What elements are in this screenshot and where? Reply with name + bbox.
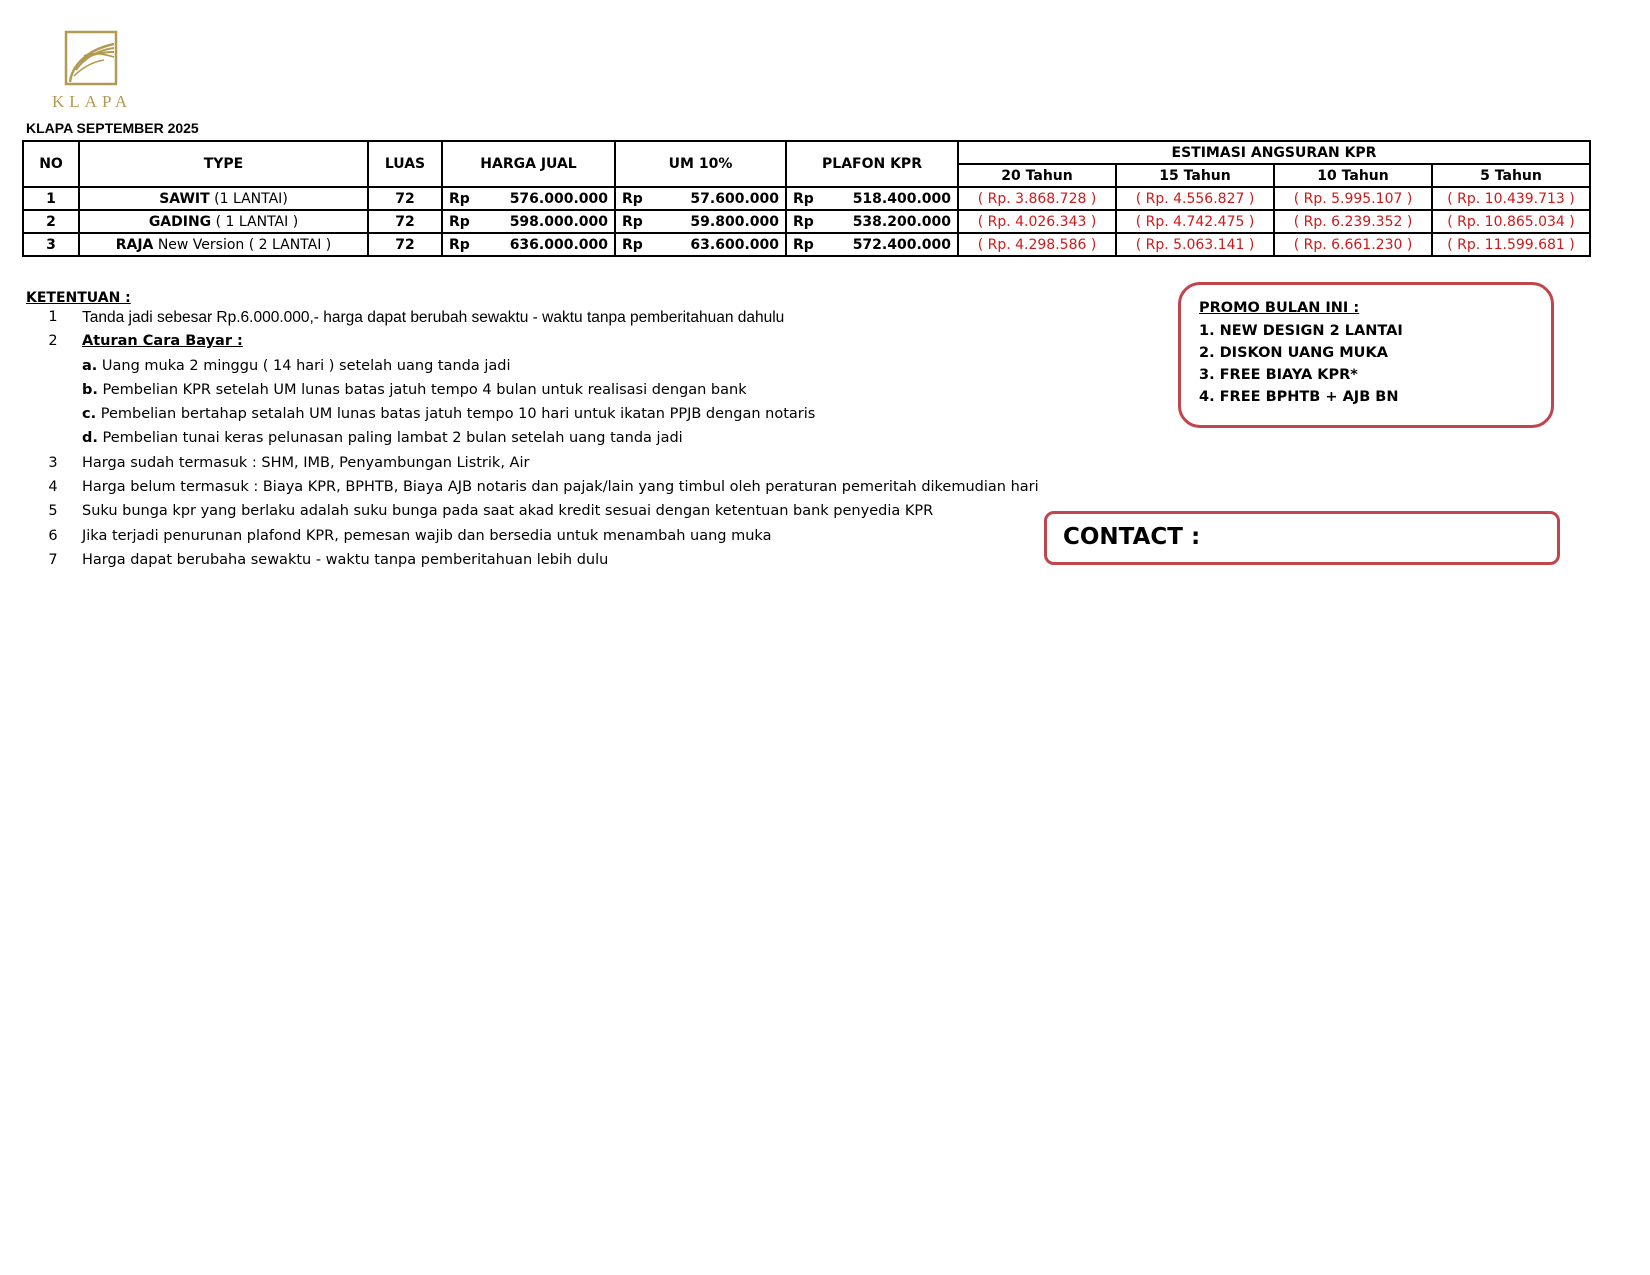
- header-um: UM 10%: [615, 141, 786, 187]
- row-type: [79, 233, 368, 256]
- item-number: 6: [48, 527, 58, 544]
- row-installment-5: ( Rp. 10.439.713 ): [1432, 187, 1590, 210]
- item-number: 4: [48, 479, 58, 496]
- klapa-logo: [52, 30, 132, 110]
- row-installment-10: ( Rp. 6.661.230 ): [1274, 233, 1432, 256]
- row-no: 1: [23, 187, 79, 210]
- subitem-content: [82, 382, 747, 398]
- row-installment-10: ( Rp. 6.239.352 ): [1274, 210, 1432, 233]
- item-number: 3: [48, 454, 58, 471]
- promo-box: [1178, 282, 1554, 428]
- header-no: NO: [23, 141, 79, 187]
- item-text: Jika terjadi penurunan plafond KPR, pemesan wajib dan bersedia untuk menambah uang muka: [82, 527, 772, 544]
- document-title: KLAPA SEPTEMBER 2025: [26, 120, 199, 136]
- header-type: TYPE: [79, 141, 368, 187]
- row-installment-20: ( Rp. 3.868.728 ): [958, 187, 1116, 210]
- header-tenor-10: 10 Tahun: [1274, 164, 1432, 187]
- type-name: GADING: [148, 213, 212, 230]
- header-tenor-15: 15 Tahun: [1116, 164, 1274, 187]
- contact-box: [1044, 511, 1560, 565]
- currency-label: Rp: [615, 233, 648, 256]
- row-installment-15: ( Rp. 4.556.827 ): [1116, 187, 1274, 210]
- row-plafon: 518.400.000: [819, 187, 958, 210]
- header-tenor-20: 20 Tahun: [958, 164, 1116, 187]
- subitem-content: [82, 358, 511, 374]
- currency-label: Rp: [442, 187, 475, 210]
- row-luas: 72: [368, 187, 442, 210]
- subitem-text: Pembelian bertahap setalah UM lunas batas jatuh tempo 10 hari untuk ikatan PPJB dengan notaris: [96, 406, 816, 423]
- row-um: 57.600.000: [648, 187, 786, 210]
- row-installment-20: ( Rp. 4.298.586 ): [958, 233, 1116, 256]
- row-type: [79, 210, 368, 233]
- price-table: [22, 140, 1591, 257]
- row-installment-15: ( Rp. 4.742.475 ): [1116, 210, 1274, 233]
- promo-item: 4. FREE BPHTB + AJB BN: [1199, 389, 1399, 405]
- palm-leaf-logo-icon: [52, 30, 132, 92]
- currency-label: Rp: [442, 210, 475, 233]
- item-number: 5: [48, 503, 58, 520]
- subitem-text: Pembelian KPR setelah UM lunas batas jatuh tempo 4 bulan untuk realisasi dengan bank: [97, 381, 747, 398]
- item-text: Harga sudah termasuk : SHM, IMB, Penyambungan Listrik, Air: [82, 454, 530, 471]
- row-no: 2: [23, 210, 79, 233]
- item-text: Harga dapat berubaha sewaktu - waktu tanpa pemberitahuan lebih dulu: [82, 551, 609, 568]
- currency-label: Rp: [615, 187, 648, 210]
- item-number: 1: [48, 309, 58, 325]
- item-number: 7: [48, 551, 58, 568]
- row-harga: 598.000.000: [475, 210, 615, 233]
- row-installment-15: ( Rp. 5.063.141 ): [1116, 233, 1274, 256]
- type-name: SAWIT: [159, 190, 210, 207]
- row-luas: 72: [368, 210, 442, 233]
- header-tenor-5: 5 Tahun: [1432, 164, 1590, 187]
- type-name: RAJA: [115, 236, 154, 253]
- table-row: [23, 233, 1590, 256]
- item-text: Aturan Cara Bayar :: [82, 333, 243, 350]
- logo-wordmark: KLAPA: [52, 92, 133, 111]
- subitem-content: [82, 430, 683, 446]
- row-harga: 636.000.000: [475, 233, 615, 256]
- row-no: 3: [23, 233, 79, 256]
- row-plafon: 538.200.000: [819, 210, 958, 233]
- type-detail: (1 LANTAI): [209, 190, 288, 207]
- contact-title: CONTACT :: [1063, 524, 1201, 550]
- row-plafon: 572.400.000: [819, 233, 958, 256]
- item-text: Suku bunga kpr yang berlaku adalah suku bunga pada saat akad kredit sesuai dengan ketentuan bank penyedia KPR: [82, 503, 934, 520]
- subitem-content: [82, 406, 815, 422]
- promo-item: 3. FREE BIAYA KPR*: [1199, 367, 1358, 383]
- subitem-label: c.: [82, 406, 97, 423]
- type-detail: ( 1 LANTAI ): [211, 213, 299, 230]
- subitem-label: d.: [82, 430, 98, 447]
- promo-item: 2. DISKON UANG MUKA: [1199, 345, 1388, 361]
- row-harga: 576.000.000: [475, 187, 615, 210]
- subitem-text: Pembelian tunai keras pelunasan paling lambat 2 bulan setelah uang tanda jadi: [97, 430, 683, 447]
- item-text: Harga belum termasuk : Biaya KPR, BPHTB, Biaya AJB notaris dan pajak/lain yang timbul oleh peraturan pemeritah dikemudian hari: [82, 479, 1039, 496]
- subitem-text: Uang muka 2 minggu ( 14 hari ) setelah uang tanda jadi: [97, 357, 511, 374]
- promo-item: 1. NEW DESIGN 2 LANTAI: [1199, 323, 1403, 339]
- table-row: [23, 210, 1590, 233]
- row-installment-10: ( Rp. 5.995.107 ): [1274, 187, 1432, 210]
- header-plafon-kpr: PLAFON KPR: [786, 141, 958, 187]
- ketentuan-title: KETENTUAN :: [26, 290, 131, 306]
- currency-label: Rp: [615, 210, 648, 233]
- currency-label: Rp: [786, 233, 819, 256]
- header-harga-jual: HARGA JUAL: [442, 141, 615, 187]
- row-type: [79, 187, 368, 210]
- currency-label: Rp: [786, 187, 819, 210]
- item-number: 2: [48, 333, 58, 350]
- header-estimasi-angsuran: ESTIMASI ANGSURAN KPR: [958, 141, 1590, 164]
- row-installment-5: ( Rp. 11.599.681 ): [1432, 233, 1590, 256]
- subitem-label: a.: [82, 357, 98, 374]
- row-installment-20: ( Rp. 4.026.343 ): [958, 210, 1116, 233]
- header-luas: LUAS: [368, 141, 442, 187]
- promo-title: PROMO BULAN INI :: [1199, 300, 1360, 316]
- currency-label: Rp: [442, 233, 475, 256]
- currency-label: Rp: [786, 210, 819, 233]
- table-row: [23, 187, 1590, 210]
- row-installment-5: ( Rp. 10.865.034 ): [1432, 210, 1590, 233]
- item-text: Tanda jadi sebesar Rp.6.000.000,- harga dapat berubah sewaktu - waktu tanpa pemberitahuan dahulu: [82, 309, 785, 326]
- subitem-label: b.: [82, 381, 98, 398]
- row-luas: 72: [368, 233, 442, 256]
- type-detail: New Version ( 2 LANTAI ): [153, 236, 332, 253]
- row-um: 63.600.000: [648, 233, 786, 256]
- row-um: 59.800.000: [648, 210, 786, 233]
